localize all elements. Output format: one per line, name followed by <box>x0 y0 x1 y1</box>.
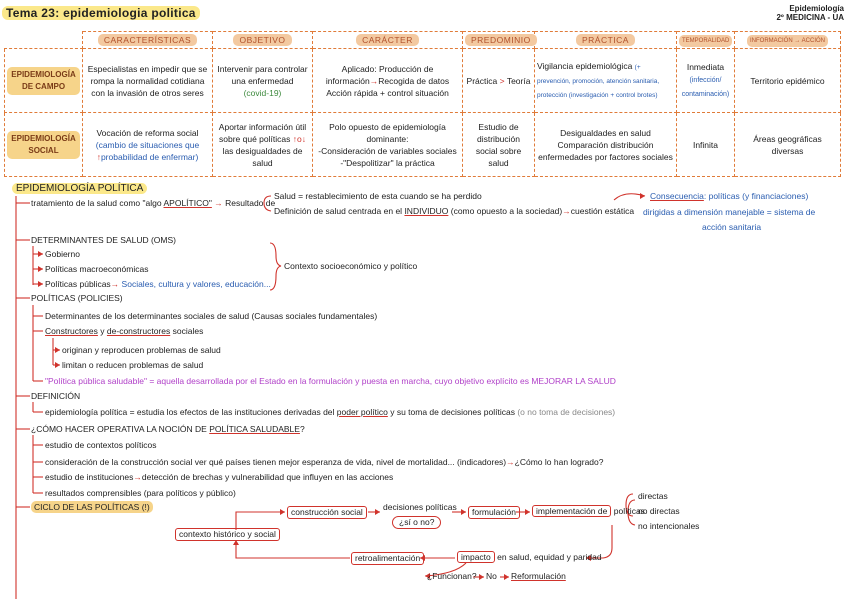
col-caracter: CARÁCTER <box>356 34 419 46</box>
col-caracteristicas: CARACTERÍSTICAS <box>98 34 197 46</box>
cycle-no-directas: no directas <box>638 506 680 516</box>
greater-than-icon: > <box>499 75 505 86</box>
cell-temporalidad-detail: (infección/ contaminación) <box>681 76 730 98</box>
subject-label: Epidemiología <box>789 4 844 13</box>
cell-caracter-recogida: Recogida de datos <box>378 75 450 86</box>
cell-caracter-line3: -"Despolitizar" la práctica <box>340 157 435 168</box>
cell-caracteristicas-detail: (cambio de situaciones que <box>95 139 200 150</box>
list-item: Constructores y de-constructores sociales <box>45 326 204 336</box>
consequence-note: Consecuencia: políticas (y financiaciones) <box>650 191 809 201</box>
arrow-icon: → <box>214 198 223 208</box>
cell-caracteristicas: Especialistas en impedir que se rompa la normalidad cotidiana con la invasión de otros seres <box>83 49 213 113</box>
cell-info: Áreas geográficas diversas <box>735 113 841 177</box>
cycle-no-intencionales: no intencionales <box>638 521 700 531</box>
list-item: Políticas macroeconómicas <box>45 264 149 274</box>
cycle-directas: directas <box>638 491 668 501</box>
list-item: "Política pública saludable" = aquella desarrollada por el Estado en la formulación y puesta en marcha, cuyo objetivo explícito es MEJORAR LA SALUD <box>45 376 616 386</box>
cycle-construccion: construcción social <box>287 506 367 519</box>
col-informacion-accion: INFORMACIÓN → ACCIÓN <box>747 35 828 47</box>
cycle-si-o-no: ¿sí o no? <box>392 516 441 529</box>
list-item: resultados comprensibles (para políticos y público) <box>45 488 236 498</box>
list-item: DETERMINANTES DE SALUD (OMS) <box>31 235 176 245</box>
list-item: originan y reproducen problemas de salud <box>62 345 221 355</box>
cell-objetivo: Intervenir para controlar una enfermedad <box>217 63 308 86</box>
cycle-funcionan: ¿Funcionan? <box>427 571 477 581</box>
cell-caracteristicas: Vocación de reforma social <box>96 127 199 138</box>
page-title: Tema 23: epidemiologia politica <box>2 6 200 20</box>
list-item: consideración de la construcción social ver qué países tienen mejor esperanza de vida, nivel de mortalidad... (indicadores)→¿Cómo lo han logrado? <box>45 457 604 467</box>
col-temporalidad: TEMPORALIDAD <box>679 35 732 47</box>
cell-info: Territorio epidémico <box>735 49 841 113</box>
arrow-up-icon: ↑ <box>96 151 101 162</box>
course-label: 2º MEDICINA - UA <box>776 13 844 22</box>
cycle-impacto: impacto en salud, equidad y paridad <box>457 552 602 563</box>
list-item: Definición de salud centrada en el INDIVIDUO (como opuesto a la sociedad)→cuestión estática <box>274 206 635 216</box>
cell-predominio-teoria: Teoría <box>506 75 531 86</box>
cell-objetivo-rest: las desigualdades de salud <box>222 145 303 168</box>
consequence-note-line3: acción sanitaria <box>702 222 762 232</box>
cell-predominio-practica: Práctica <box>466 75 498 86</box>
context-note: Contexto socioeconómico y político <box>284 261 418 271</box>
cell-objetivo-example: (covid-19) <box>243 87 282 98</box>
up-down-icon: ↑o↓ <box>292 133 306 144</box>
consequence-note-line2: dirigidas a dimensión manejable = sistema de <box>643 207 816 217</box>
cycle-no: No <box>486 571 497 581</box>
cycle-retroalimentacion: retroalimentación <box>351 552 424 565</box>
list-item: Salud = restablecimiento de esta cuando se ha perdido <box>274 191 482 201</box>
cell-caracter-info: información <box>325 75 370 86</box>
cell-practica: Vigilancia epidemiológica <box>537 60 633 71</box>
list-item: estudio de contextos políticos <box>45 440 157 450</box>
cell-temporalidad: Infinita <box>677 113 735 177</box>
cell-caracteristicas-detail2: probabilidad de enfermar) <box>100 151 199 162</box>
list-item: estudio de instituciones→detección de brechas y vulnerabilidad que influyen en las acciones <box>45 472 394 482</box>
arrow-icon: → <box>506 457 515 467</box>
cell-practica-detail: (+ prevención, promoción, atención sanitaria, protección (investigación + control brotes) <box>537 63 660 99</box>
list-item: Determinantes de los determinantes sociales de salud (Causas sociales fundamentales) <box>45 311 378 321</box>
cycle-heading: CICLO DE LAS POLÍTICAS (!) <box>31 502 153 513</box>
arrow-icon: → <box>110 279 120 289</box>
cell-temporalidad: Inmediata <box>686 61 725 72</box>
list-item: Políticas públicas→ Sociales, cultura y valores, educación... <box>45 279 271 289</box>
cycle-decisiones: decisiones políticas <box>383 502 457 512</box>
cell-practica: Desigualdades en salud Comparación distribución enfermedades por factores sociales <box>535 113 677 177</box>
cycle-reformulacion: Reformulación <box>511 571 566 581</box>
definition-text: epidemiología política = estudia los efectos de las instituciones derivadas del poder político y su toma de decisiones políticas (o no toma de decisiones) <box>45 407 616 417</box>
cell-predominio: Estudio de distribución social sobre salud <box>463 113 535 177</box>
row-label-campo: EPIDEMIOLOGÍA DE CAMPO <box>7 67 80 95</box>
col-objetivo: OBJETIVO <box>233 34 291 46</box>
section-heading: EPIDEMIOLOGÍA POLÍTICA <box>12 183 147 194</box>
arrow-icon: → <box>562 206 571 216</box>
cell-caracter-line1: Polo opuesto de epidemiología dominante: <box>329 121 446 144</box>
row-label-social: EPIDEMIOLOGÍA SOCIAL <box>7 131 80 159</box>
cycle-contexto: contexto histórico y social <box>175 528 280 541</box>
col-practica: PRÁCTICA <box>576 34 635 46</box>
cell-caracter-line2: -Consideración de variables sociales <box>318 145 457 156</box>
col-predominio: PREDOMINIO <box>465 34 537 46</box>
cell-caracter-line1: Aplicado: Producción de <box>341 63 434 74</box>
arrow-icon: → <box>133 472 142 482</box>
cell-caracter-accion: Acción rápida + control situación <box>326 87 449 98</box>
list-item: Gobierno <box>45 249 80 259</box>
list-item: ¿CÓMO HACER OPERATIVA LA NOCIÓN DE POLÍTICA SALUDABLE? <box>31 424 305 434</box>
list-item: tratamiento de la salud como "algo APOLÍTICO" → Resultado de <box>31 198 276 208</box>
list-item: limitan o reducen problemas de salud <box>62 360 204 370</box>
cycle-formulacion: formulación <box>468 506 520 519</box>
cycle-implementacion: implementación de políticas <box>532 506 645 517</box>
arrow-icon: → <box>369 75 379 86</box>
list-item: DEFINICIÓN <box>31 391 81 401</box>
cell-objetivo: Aportar información útil sobre qué políticas <box>218 121 307 144</box>
list-item: POLÍTICAS (POLICIES) <box>31 293 123 303</box>
